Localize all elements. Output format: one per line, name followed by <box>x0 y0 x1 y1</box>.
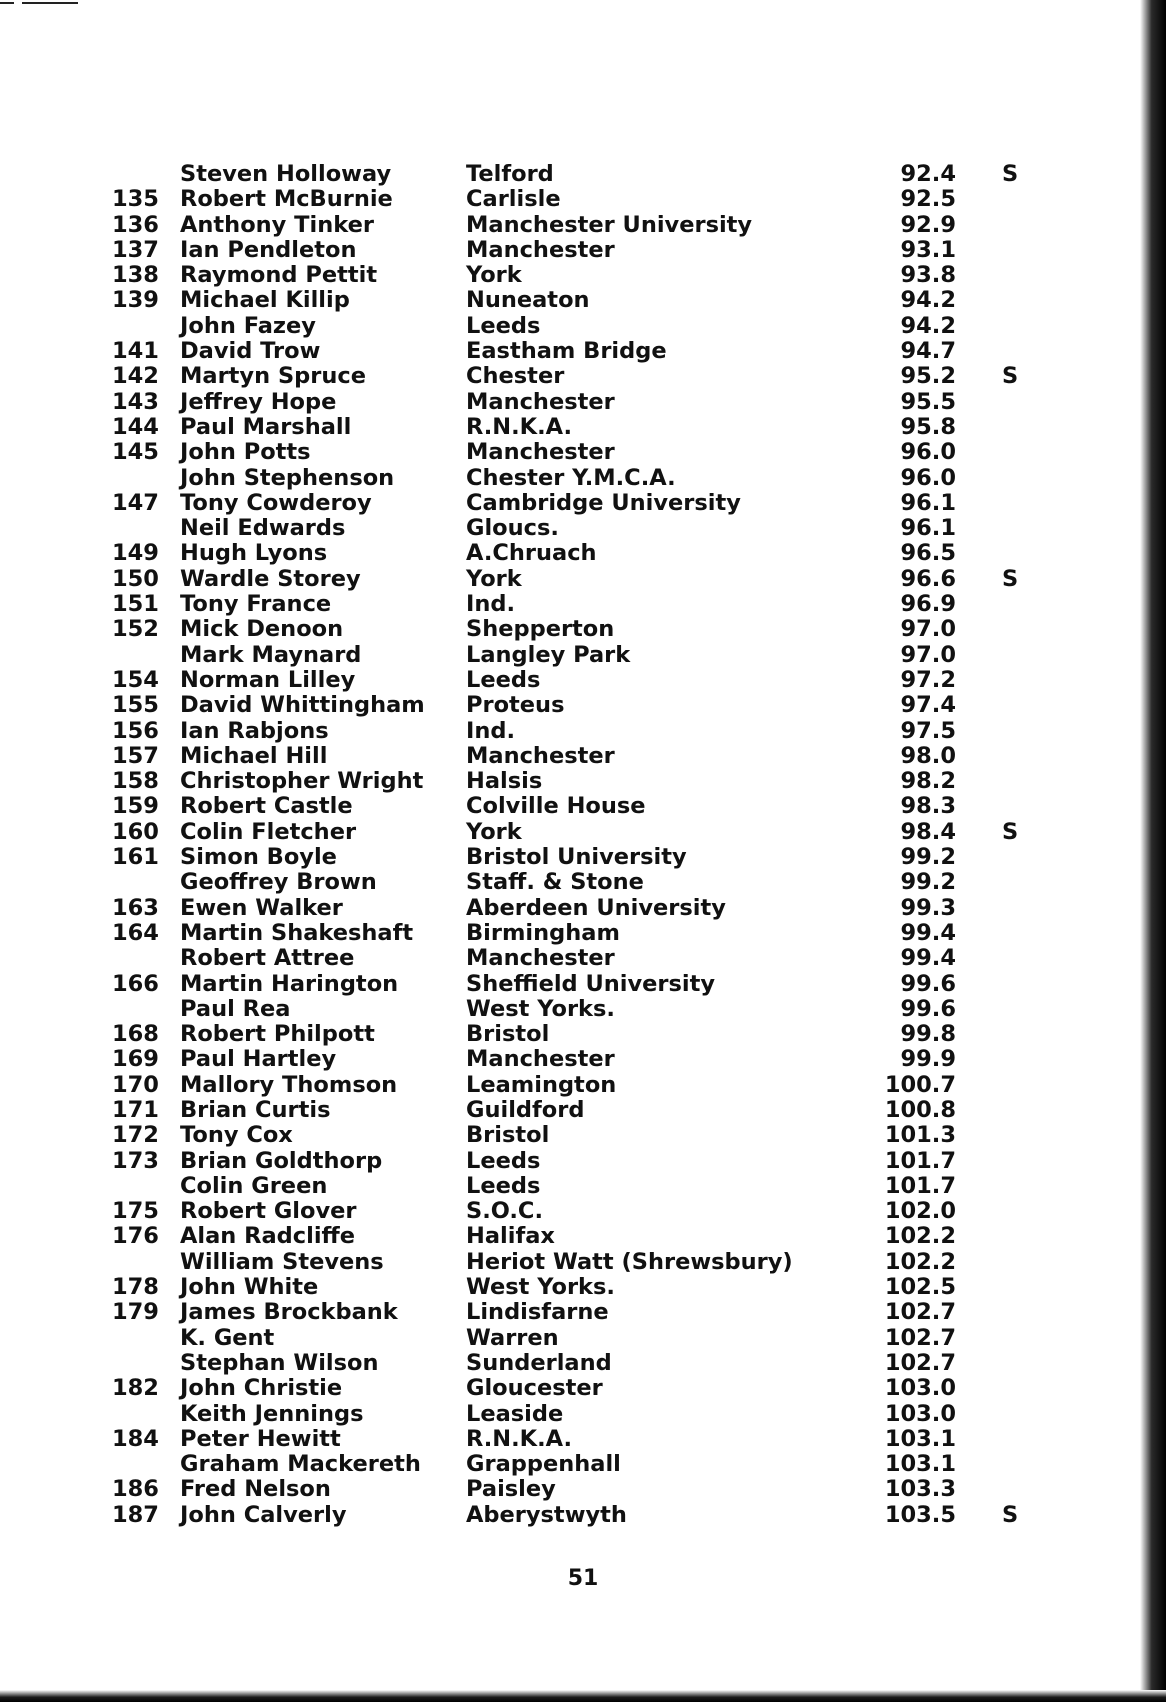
result-time: 101.7 <box>884 1147 956 1174</box>
result-row <box>112 719 1052 744</box>
results-list <box>112 162 1052 1528</box>
result-time: 92.5 <box>900 186 956 213</box>
result-time: 92.4 <box>900 161 956 187</box>
competitor-name: Geoffrey Brown <box>180 869 377 896</box>
position-number: 159 <box>112 793 159 820</box>
result-row <box>112 643 1052 668</box>
result-time: 99.4 <box>900 945 956 972</box>
result-row <box>112 794 1052 819</box>
result-row <box>112 769 1052 794</box>
competitor-name: David Trow <box>180 338 321 365</box>
competitor-name: Stephan Wilson <box>180 1349 379 1376</box>
category-mark: S <box>1002 161 1019 187</box>
result-time: 96.9 <box>900 591 956 618</box>
club-name: Telford <box>466 161 554 187</box>
position-number: 182 <box>112 1375 159 1402</box>
club-name: York <box>466 565 522 592</box>
result-row <box>112 693 1052 718</box>
result-time: 94.2 <box>900 287 956 314</box>
competitor-name: Ewen Walker <box>180 894 343 921</box>
result-row <box>112 415 1052 440</box>
result-time: 103.5 <box>884 1501 956 1528</box>
competitor-name: John Calverly <box>180 1501 347 1528</box>
competitor-name: John White <box>180 1274 319 1301</box>
competitor-name: John Stephenson <box>180 464 395 491</box>
competitor-name: Paul Rea <box>180 995 291 1022</box>
result-time: 99.9 <box>900 1046 956 1073</box>
club-name: Bristol <box>466 1021 550 1048</box>
position-number: 145 <box>112 439 159 466</box>
result-time: 101.7 <box>884 1172 956 1199</box>
position-number: 175 <box>112 1198 159 1225</box>
competitor-name: Tony Cowderoy <box>180 489 372 516</box>
competitor-name: Anthony Tinker <box>180 211 374 238</box>
result-time: 95.8 <box>900 413 956 440</box>
page-corner-mark <box>0 0 80 6</box>
competitor-name: Norman Lilley <box>180 666 356 693</box>
result-row <box>112 491 1052 516</box>
result-time: 97.4 <box>900 692 956 719</box>
competitor-name: Mick Denoon <box>180 616 344 643</box>
result-row <box>112 314 1052 339</box>
position-number: 166 <box>112 970 159 997</box>
position-number: 135 <box>112 186 159 213</box>
competitor-name: Alan Radcliffe <box>180 1223 356 1250</box>
position-number: 172 <box>112 1122 159 1149</box>
result-row <box>112 617 1052 642</box>
club-name: Aberdeen University <box>466 894 726 921</box>
club-name: Leeds <box>466 666 541 693</box>
position-number: 138 <box>112 262 159 289</box>
club-name: A.Chruach <box>466 540 597 567</box>
position-number: 168 <box>112 1021 159 1048</box>
competitor-name: Graham Mackereth <box>180 1451 421 1478</box>
competitor-name: Mark Maynard <box>180 641 362 668</box>
result-time: 97.5 <box>900 717 956 744</box>
competitor-name: Fred Nelson <box>180 1476 331 1503</box>
position-number: 149 <box>112 540 159 567</box>
result-time: 96.0 <box>900 439 956 466</box>
page-edge-shadow-right <box>1140 0 1166 1702</box>
result-row <box>112 238 1052 263</box>
competitor-name: Michael Killip <box>180 287 350 314</box>
result-time: 102.5 <box>884 1274 956 1301</box>
page-number: 51 <box>567 1566 599 1591</box>
competitor-name: Neil Edwards <box>180 515 346 542</box>
result-row <box>112 1199 1052 1224</box>
result-row <box>112 870 1052 895</box>
result-time: 93.1 <box>900 236 956 263</box>
result-time: 99.6 <box>900 970 956 997</box>
position-number: 170 <box>112 1071 159 1098</box>
result-time: 92.9 <box>900 211 956 238</box>
result-time: 94.2 <box>900 312 956 339</box>
result-row <box>112 1224 1052 1249</box>
competitor-name: Martin Shakeshaft <box>180 919 414 946</box>
result-time: 97.2 <box>900 666 956 693</box>
category-mark: S <box>1002 363 1019 390</box>
competitor-name: John Christie <box>180 1375 343 1402</box>
position-number: 157 <box>112 742 159 769</box>
result-time: 99.2 <box>900 844 956 871</box>
result-time: 102.7 <box>884 1349 956 1376</box>
competitor-name: Robert Glover <box>180 1198 357 1225</box>
club-name: Leeds <box>466 1147 541 1174</box>
competitor-name: John Potts <box>180 439 311 466</box>
category-mark: S <box>1002 818 1019 845</box>
position-number: 142 <box>112 363 159 390</box>
result-row <box>112 288 1052 313</box>
result-time: 93.8 <box>900 262 956 289</box>
result-time: 96.1 <box>900 515 956 542</box>
result-time: 101.3 <box>884 1122 956 1149</box>
position-number: 184 <box>112 1425 159 1452</box>
competitor-name: John Fazey <box>180 312 316 339</box>
club-name: Bristol University <box>466 844 687 871</box>
position-number: 186 <box>112 1476 159 1503</box>
competitor-name: Hugh Lyons <box>180 540 328 567</box>
club-name: West Yorks. <box>466 995 615 1022</box>
club-name: Colville House <box>466 793 646 820</box>
club-name: Halifax <box>466 1223 555 1250</box>
club-name: West Yorks. <box>466 1274 615 1301</box>
result-row <box>112 1174 1052 1199</box>
competitor-name: Christopher Wright <box>180 768 424 795</box>
competitor-name: Jeffrey Hope <box>180 388 337 415</box>
result-row <box>112 946 1052 971</box>
result-row <box>112 1047 1052 1072</box>
position-number: 173 <box>112 1147 159 1174</box>
result-row <box>112 1275 1052 1300</box>
club-name: Shepperton <box>466 616 615 643</box>
result-time: 97.0 <box>900 616 956 643</box>
competitor-name: James Brockbank <box>180 1299 398 1326</box>
result-time: 103.0 <box>884 1400 956 1427</box>
result-time: 100.8 <box>884 1096 956 1123</box>
result-time: 99.3 <box>900 894 956 921</box>
result-row <box>112 1073 1052 1098</box>
position-number: 179 <box>112 1299 159 1326</box>
club-name: Cambridge University <box>466 489 741 516</box>
page-edge-shadow-bottom <box>0 1690 1166 1702</box>
club-name: Paisley <box>466 1476 556 1503</box>
result-row <box>112 668 1052 693</box>
club-name: Manchester <box>466 439 615 466</box>
result-time: 100.7 <box>884 1071 956 1098</box>
position-number: 161 <box>112 844 159 871</box>
result-row <box>112 1452 1052 1477</box>
position-number: 171 <box>112 1096 159 1123</box>
club-name: Leeds <box>466 312 541 339</box>
result-time: 103.1 <box>884 1425 956 1452</box>
result-row <box>112 1376 1052 1401</box>
club-name: Staff. & Stone <box>466 869 644 896</box>
result-row <box>112 1149 1052 1174</box>
competitor-name: Michael Hill <box>180 742 328 769</box>
club-name: Sheffield University <box>466 970 716 997</box>
club-name: Grappenhall <box>466 1451 621 1478</box>
position-number: 155 <box>112 692 159 719</box>
result-time: 96.1 <box>900 489 956 516</box>
result-row <box>112 1402 1052 1427</box>
position-number: 151 <box>112 591 159 618</box>
competitor-name: Tony Cox <box>180 1122 293 1149</box>
club-name: Chester <box>466 363 565 390</box>
club-name: Ind. <box>466 591 516 618</box>
club-name: Leaside <box>466 1400 564 1427</box>
club-name: Lindisfarne <box>466 1299 609 1326</box>
competitor-name: Paul Marshall <box>180 413 352 440</box>
result-time: 98.2 <box>900 768 956 795</box>
club-name: Birmingham <box>466 919 620 946</box>
competitor-name: Robert Attree <box>180 945 355 972</box>
result-time: 96.5 <box>900 540 956 567</box>
result-time: 97.0 <box>900 641 956 668</box>
result-row <box>112 213 1052 238</box>
club-name: Manchester <box>466 945 615 972</box>
result-time: 102.7 <box>884 1299 956 1326</box>
club-name: York <box>466 818 522 845</box>
position-number: 176 <box>112 1223 159 1250</box>
result-row <box>112 1351 1052 1376</box>
result-row <box>112 1427 1052 1452</box>
result-row <box>112 1503 1052 1528</box>
club-name: Carlisle <box>466 186 561 213</box>
club-name: Chester Y.M.C.A. <box>466 464 676 491</box>
result-time: 95.2 <box>900 363 956 390</box>
result-time: 98.0 <box>900 742 956 769</box>
result-row <box>112 592 1052 617</box>
competitor-name: Keith Jennings <box>180 1400 364 1427</box>
result-row <box>112 339 1052 364</box>
competitor-name: Robert McBurnie <box>180 186 393 213</box>
result-row <box>112 921 1052 946</box>
club-name: Gloucester <box>466 1375 603 1402</box>
position-number: 144 <box>112 413 159 440</box>
result-row <box>112 1326 1052 1351</box>
result-row <box>112 1098 1052 1123</box>
result-row <box>112 845 1052 870</box>
club-name: Sunderland <box>466 1349 612 1376</box>
result-time: 102.7 <box>884 1324 956 1351</box>
competitor-name: Raymond Pettit <box>180 262 378 289</box>
club-name: Halsis <box>466 768 543 795</box>
club-name: Gloucs. <box>466 515 559 542</box>
result-row <box>112 896 1052 921</box>
result-row <box>112 820 1052 845</box>
competitor-name: Colin Green <box>180 1172 328 1199</box>
position-number: 147 <box>112 489 159 516</box>
position-number: 169 <box>112 1046 159 1073</box>
club-name: Nuneaton <box>466 287 590 314</box>
club-name: Heriot Watt (Shrewsbury) <box>466 1248 793 1275</box>
club-name: R.N.K.A. <box>466 1425 573 1452</box>
result-time: 103.1 <box>884 1451 956 1478</box>
club-name: Leeds <box>466 1172 541 1199</box>
club-name: Leamington <box>466 1071 617 1098</box>
position-number: 156 <box>112 717 159 744</box>
club-name: S.O.C. <box>466 1198 543 1225</box>
club-name: Aberystwyth <box>466 1501 627 1528</box>
result-row <box>112 440 1052 465</box>
result-row <box>112 364 1052 389</box>
club-name: Guildford <box>466 1096 585 1123</box>
result-row <box>112 516 1052 541</box>
result-time: 99.8 <box>900 1021 956 1048</box>
competitor-name: Ian Rabjons <box>180 717 329 744</box>
club-name: Manchester <box>466 742 615 769</box>
result-row <box>112 187 1052 212</box>
competitor-name: Paul Hartley <box>180 1046 337 1073</box>
result-row <box>112 972 1052 997</box>
result-time: 103.3 <box>884 1476 956 1503</box>
club-name: Ind. <box>466 717 516 744</box>
competitor-name: Ian Pendleton <box>180 236 357 263</box>
result-time: 99.6 <box>900 995 956 1022</box>
position-number: 164 <box>112 919 159 946</box>
result-row <box>112 541 1052 566</box>
position-number: 139 <box>112 287 159 314</box>
club-name: Manchester University <box>466 211 753 238</box>
result-row <box>112 567 1052 592</box>
competitor-name: Mallory Thomson <box>180 1071 398 1098</box>
club-name: Manchester <box>466 236 615 263</box>
position-number: 154 <box>112 666 159 693</box>
competitor-name: Colin Fletcher <box>180 818 357 845</box>
result-row <box>112 466 1052 491</box>
competitor-name: Robert Castle <box>180 793 353 820</box>
result-row <box>112 390 1052 415</box>
position-number: 178 <box>112 1274 159 1301</box>
competitor-name: K. Gent <box>180 1324 275 1351</box>
position-number: 163 <box>112 894 159 921</box>
competitor-name: Tony France <box>180 591 332 618</box>
position-number: 137 <box>112 236 159 263</box>
club-name: Bristol <box>466 1122 550 1149</box>
club-name: Warren <box>466 1324 559 1351</box>
club-name: York <box>466 262 522 289</box>
position-number: 143 <box>112 388 159 415</box>
competitor-name: David Whittingham <box>180 692 425 719</box>
club-name: Proteus <box>466 692 565 719</box>
position-number: 158 <box>112 768 159 795</box>
result-time: 102.0 <box>884 1198 956 1225</box>
club-name: Manchester <box>466 1046 615 1073</box>
position-number: 150 <box>112 565 159 592</box>
club-name: R.N.K.A. <box>466 413 573 440</box>
result-time: 99.2 <box>900 869 956 896</box>
competitor-name: Brian Goldthorp <box>180 1147 383 1174</box>
position-number: 160 <box>112 818 159 845</box>
competitor-name: Steven Holloway <box>180 161 392 187</box>
result-time: 99.4 <box>900 919 956 946</box>
category-mark: S <box>1002 1501 1019 1528</box>
result-row <box>112 1022 1052 1047</box>
club-name: Manchester <box>466 388 615 415</box>
result-row <box>112 997 1052 1022</box>
club-name: Eastham Bridge <box>466 338 667 365</box>
competitor-name: Peter Hewitt <box>180 1425 341 1452</box>
result-row <box>112 162 1052 187</box>
result-time: 102.2 <box>884 1223 956 1250</box>
result-row <box>112 1300 1052 1325</box>
result-time: 102.2 <box>884 1248 956 1275</box>
competitor-name: Martyn Spruce <box>180 363 366 390</box>
club-name: Langley Park <box>466 641 631 668</box>
result-row <box>112 744 1052 769</box>
result-time: 94.7 <box>900 338 956 365</box>
position-number: 136 <box>112 211 159 238</box>
competitor-name: Robert Philpott <box>180 1021 375 1048</box>
competitor-name: William Stevens <box>180 1248 384 1275</box>
result-time: 98.4 <box>900 818 956 845</box>
result-time: 96.0 <box>900 464 956 491</box>
result-row <box>112 1477 1052 1502</box>
category-mark: S <box>1002 565 1019 592</box>
competitor-name: Brian Curtis <box>180 1096 331 1123</box>
result-row <box>112 263 1052 288</box>
result-time: 103.0 <box>884 1375 956 1402</box>
result-time: 95.5 <box>900 388 956 415</box>
competitor-name: Wardle Storey <box>180 565 361 592</box>
position-number: 187 <box>112 1501 159 1528</box>
position-number: 152 <box>112 616 159 643</box>
competitor-name: Simon Boyle <box>180 844 337 871</box>
competitor-name: Martin Harington <box>180 970 399 997</box>
result-time: 96.6 <box>900 565 956 592</box>
result-time: 98.3 <box>900 793 956 820</box>
result-row <box>112 1250 1052 1275</box>
position-number: 141 <box>112 338 159 365</box>
result-row <box>112 1123 1052 1148</box>
